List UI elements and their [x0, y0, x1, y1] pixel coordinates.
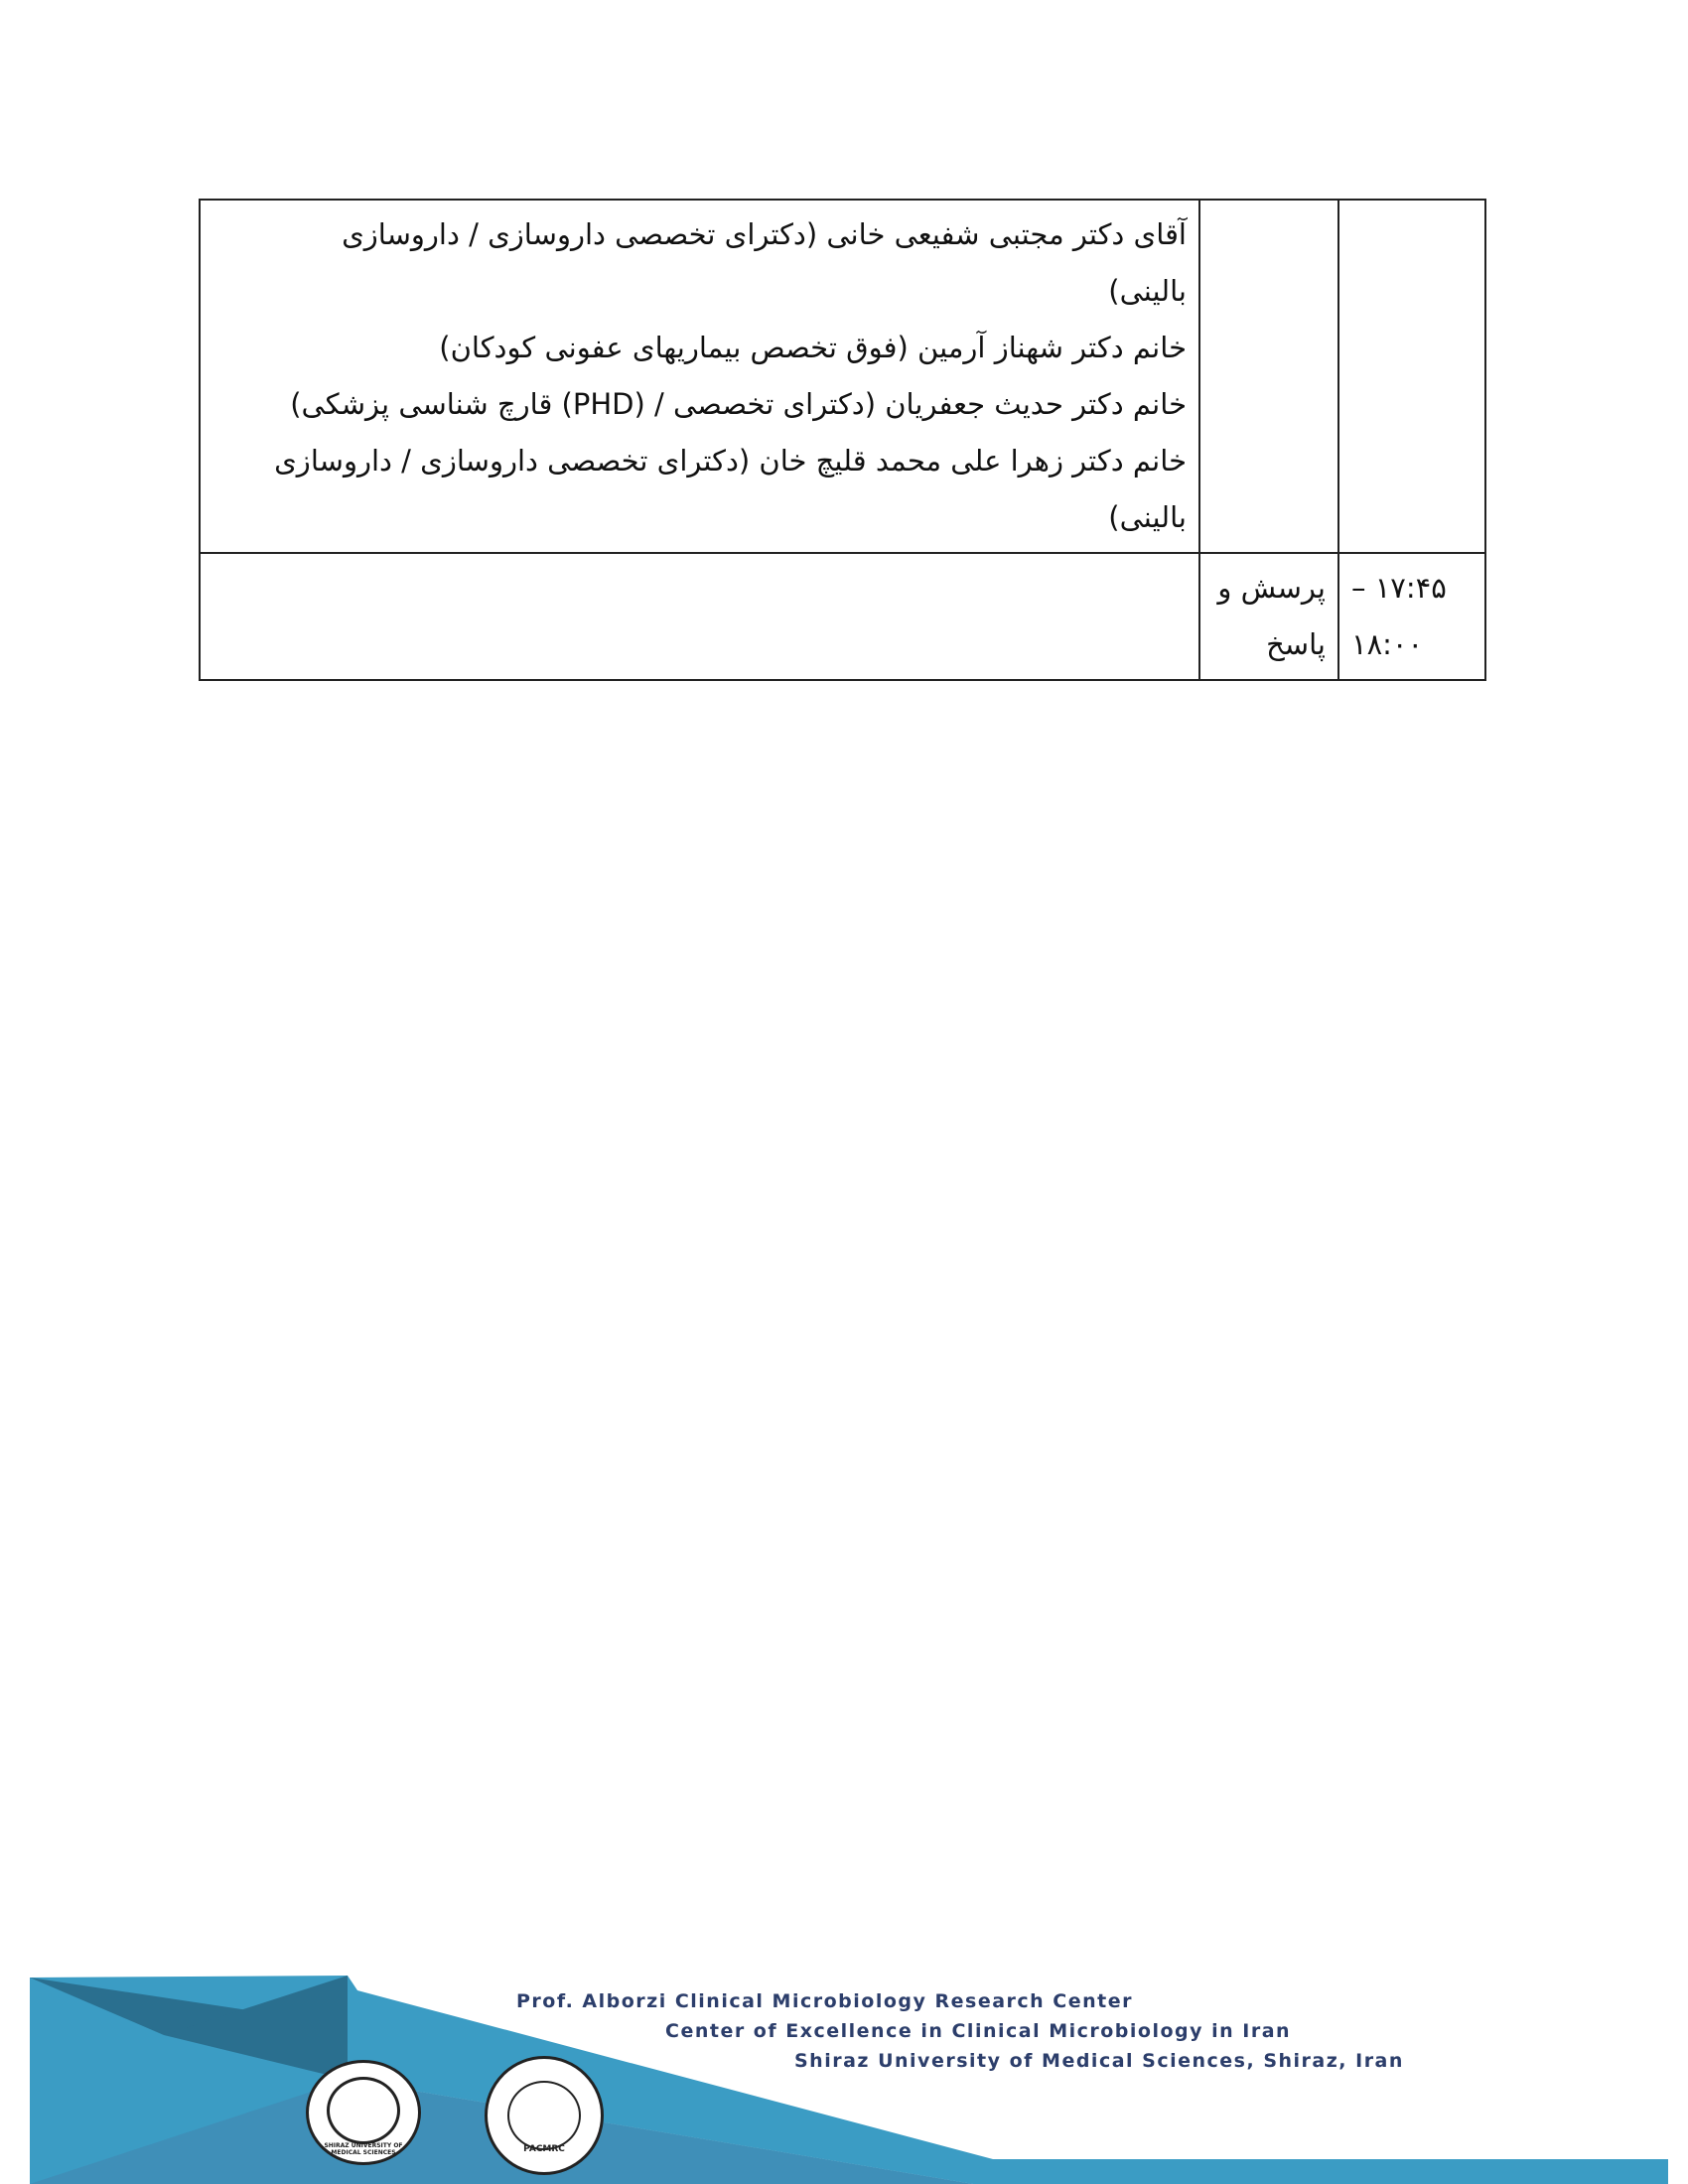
speaker-line: خانم دکتر حدیث جعفریان (دکترای تخصصی / (PHD) قارچ شناسی پزشکی) — [290, 387, 1187, 421]
speakers-cell — [200, 553, 1199, 680]
speaker-line: آقای دکتر مجتبی شفیعی خانی (دکترای تخصصی داروسازی / داروسازی — [342, 217, 1187, 251]
table-row — [200, 553, 1485, 680]
university-logo — [306, 2060, 421, 2165]
table-row — [200, 200, 1485, 553]
speaker-line: بالینی) — [1108, 274, 1187, 308]
topic-line: پاسخ — [1266, 627, 1326, 661]
page-footer — [0, 1951, 1688, 2184]
pacmrc-logo-label: PACMRC — [523, 2144, 565, 2154]
topic-cell — [1199, 553, 1338, 680]
topic-cell — [1199, 200, 1338, 553]
university-logo-emblem — [327, 2077, 400, 2144]
time-line: ۱۷:۴۵ – — [1351, 571, 1447, 605]
speaker-line: بالینی) — [1108, 500, 1187, 534]
time-cell — [1338, 553, 1485, 680]
topic-line: پرسش و — [1217, 571, 1326, 605]
university-logo-label: SHIRAZ UNIVERSITY OF MEDICAL SCIENCES — [324, 2142, 403, 2156]
pacmrc-logo — [485, 2056, 604, 2175]
footer-university-line: Shiraz University of Medical Sciences, Shiraz, Iran — [794, 2050, 1404, 2072]
speaker-line: خانم دکتر شهناز آرمین (فوق تخصص بیماریهای عفونی کودکان) — [439, 331, 1187, 364]
schedule-table — [199, 199, 1486, 681]
pacmrc-logo-emblem — [507, 2081, 581, 2150]
speakers-cell — [200, 200, 1199, 553]
footer-excellence-line: Center of Excellence in Clinical Microbiology in Iran — [665, 2020, 1292, 2042]
speaker-line: خانم دکتر زهرا علی محمد قلیچ خان (دکترای تخصصی داروسازی / داروسازی — [274, 444, 1187, 478]
time-line: ۱۸:۰۰ — [1351, 627, 1424, 661]
footer-center-name: Prof. Alborzi Clinical Microbiology Research Center — [516, 1990, 1133, 2012]
time-cell — [1338, 200, 1485, 553]
